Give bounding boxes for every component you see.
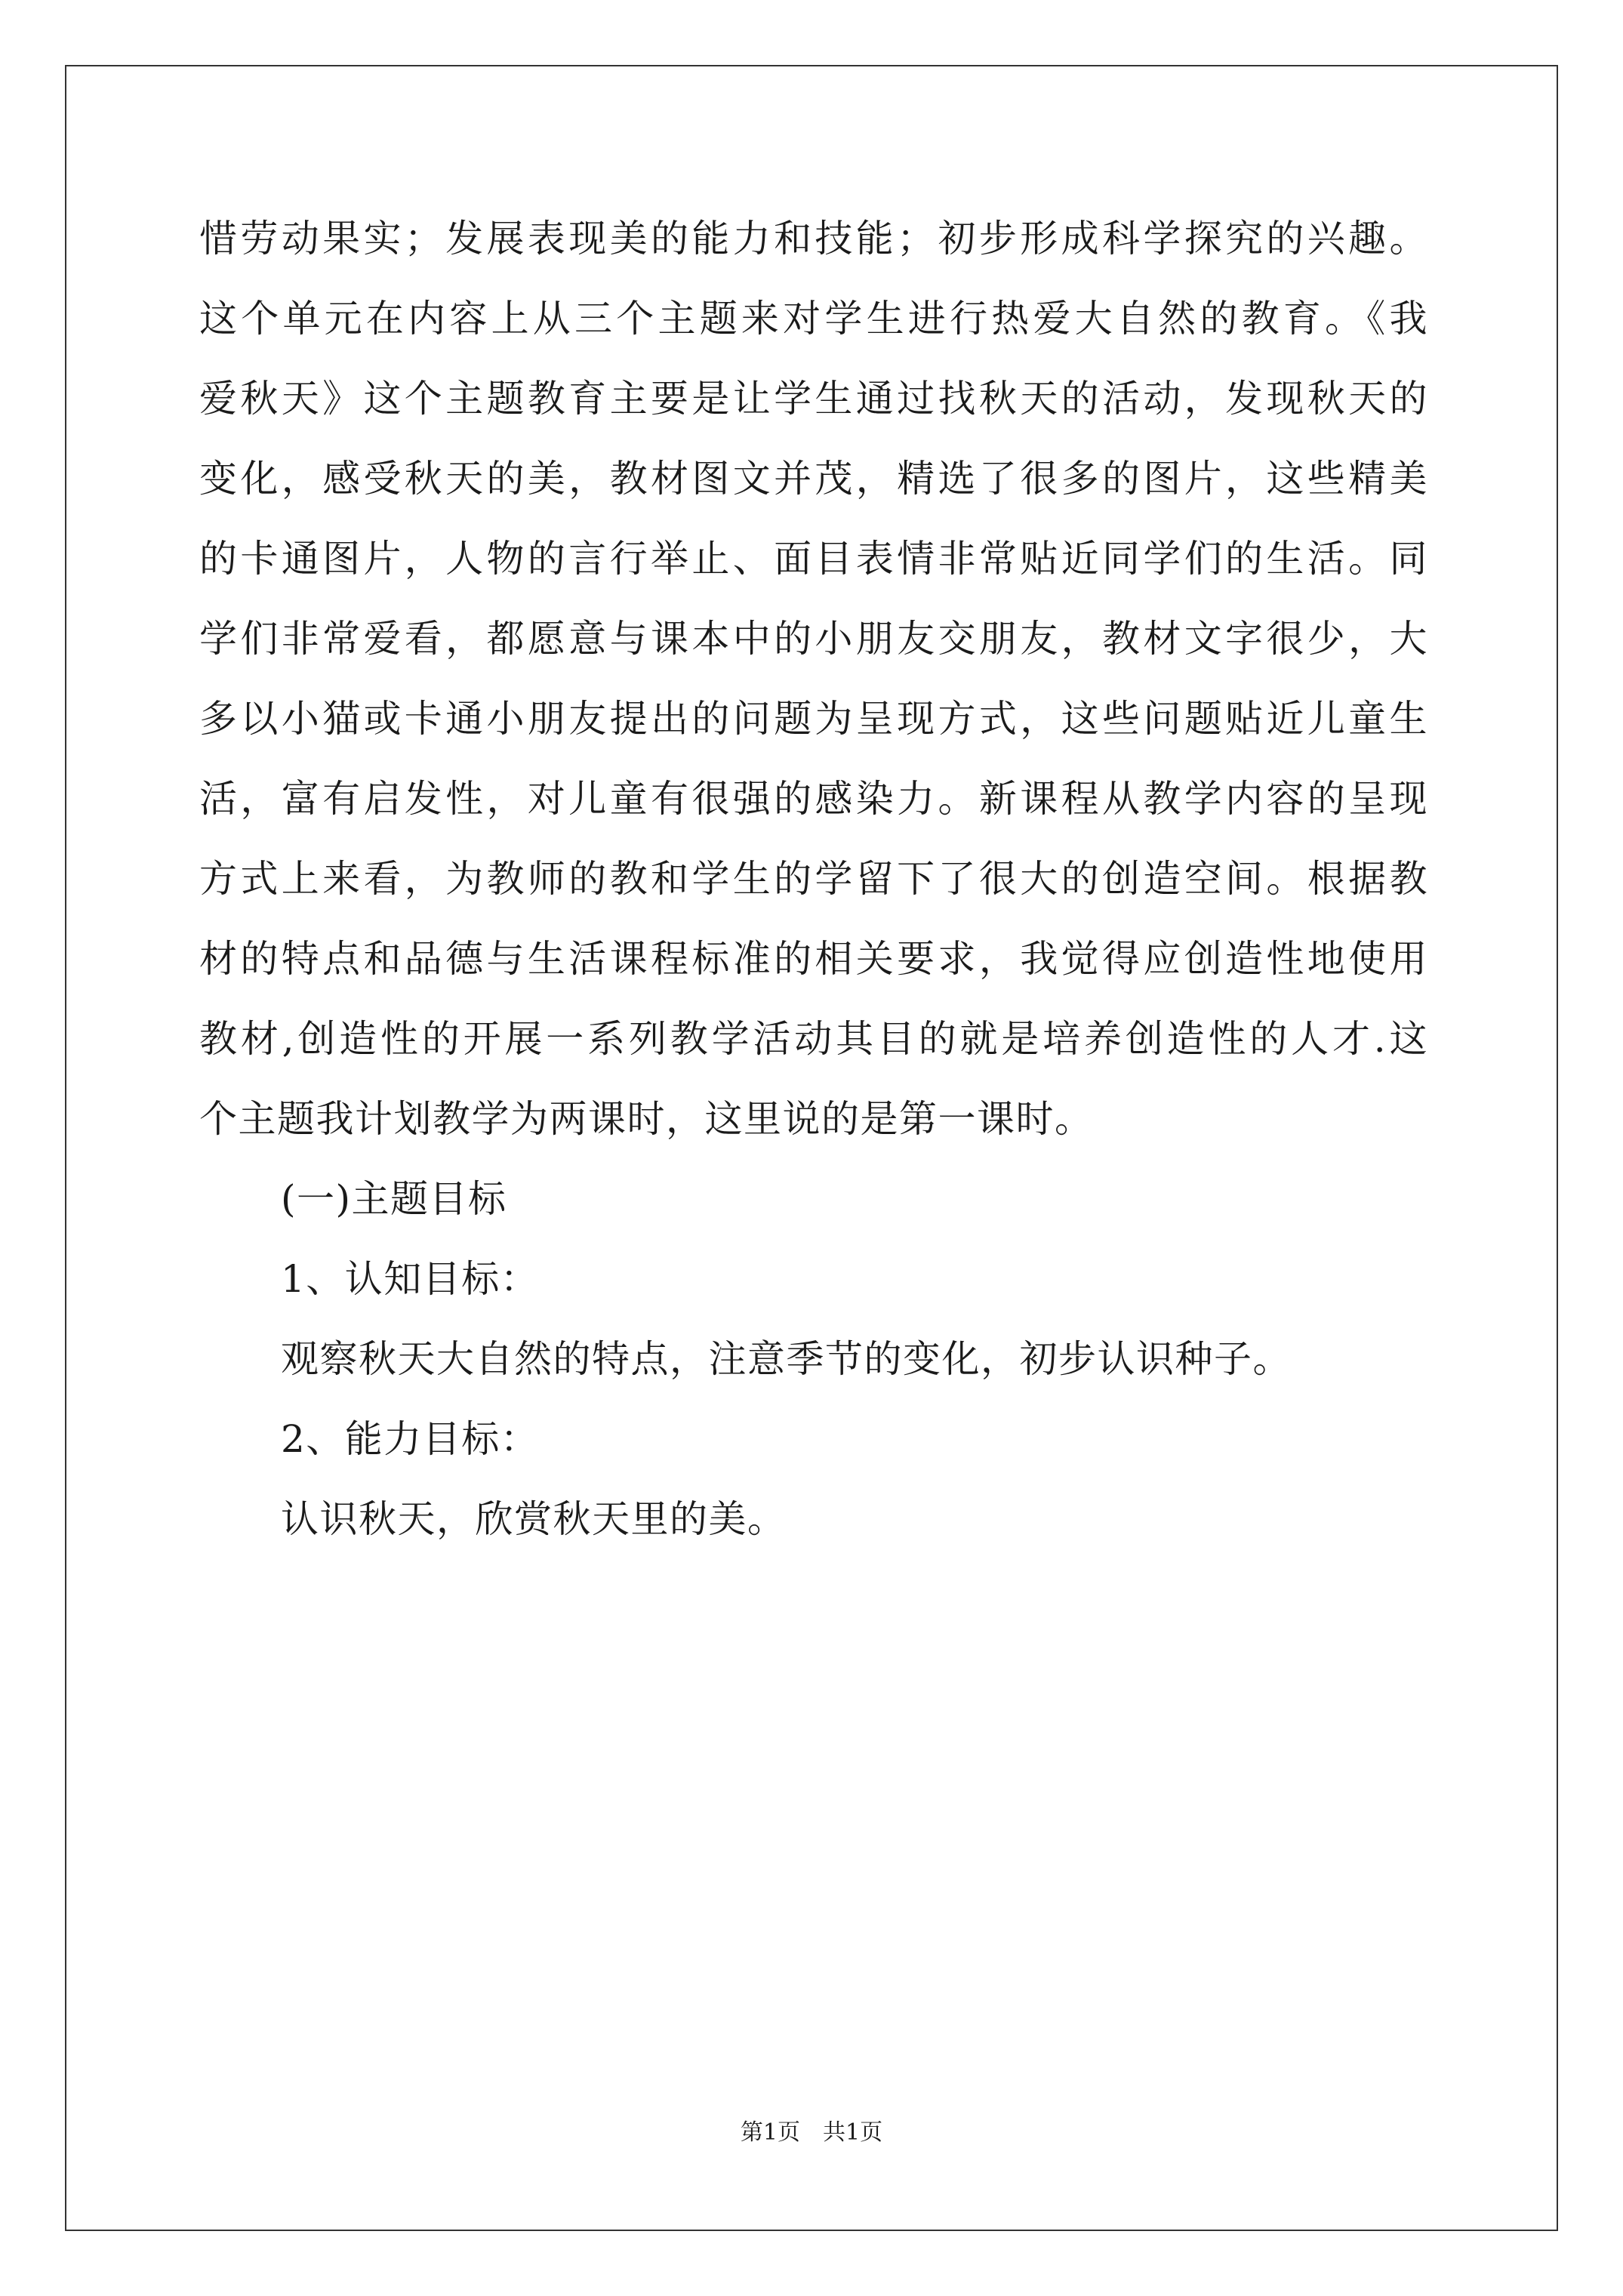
subheading-ability-goal: 2、能力目标： (281, 1417, 540, 1461)
text-line: 个主题我计划教学为两课时，这里说的是第一课时。 (199, 1097, 1094, 1141)
text-line: 教材,创造性的开展一系列教学活动其目的就是培养创造性的人才.这 (199, 1017, 1428, 1061)
text-line: 这个单元在内容上从三个主题来对学生进行热爱大自然的教育。《我 (199, 297, 1428, 341)
text-line: 学们非常爱看，都愿意与课本中的小朋友交朋友，教材文字很少，大 (199, 617, 1428, 661)
document-body (199, 199, 1428, 1559)
text-line: 的卡通图片，人物的言行举止、面目表情非常贴近同学们的生活。同 (199, 537, 1428, 581)
section-heading: (一)主题目标 (281, 1177, 507, 1221)
page-footer (0, 2118, 1623, 2148)
text-line: 爱秋天》这个主题教育主要是让学生通过找秋天的活动，发现秋天的 (199, 377, 1428, 421)
text-line: 材的特点和品德与生活课程标准的相关要求，我觉得应创造性地使用 (199, 937, 1428, 981)
subheading-cognitive-goal: 1、认知目标： (281, 1257, 540, 1301)
text-line: 方式上来看，为教师的教和学生的学留下了很大的创造空间。根据教 (199, 857, 1428, 901)
text-line: 变化，感受秋天的美，教材图文并茂，精选了很多的图片，这些精美 (199, 457, 1428, 501)
text-line: 观察秋天大自然的特点，注意季节的变化，初步认识种子。 (281, 1337, 1292, 1381)
text-line: 多以小猫或卡通小朋友提出的问题为呈现方式，这些问题贴近儿童生 (199, 697, 1428, 741)
text-line: 活，富有启发性，对儿童有很强的感染力。新课程从教学内容的呈现 (199, 777, 1428, 821)
page-total: 共1页 (823, 2119, 883, 2146)
text-line: 认识秋天，欣赏秋天里的美。 (281, 1497, 787, 1541)
text-line: 惜劳动果实；发展表现美的能力和技能；初步形成科学探究的兴趣。 (199, 217, 1428, 260)
page-number: 第1页 (740, 2119, 800, 2146)
